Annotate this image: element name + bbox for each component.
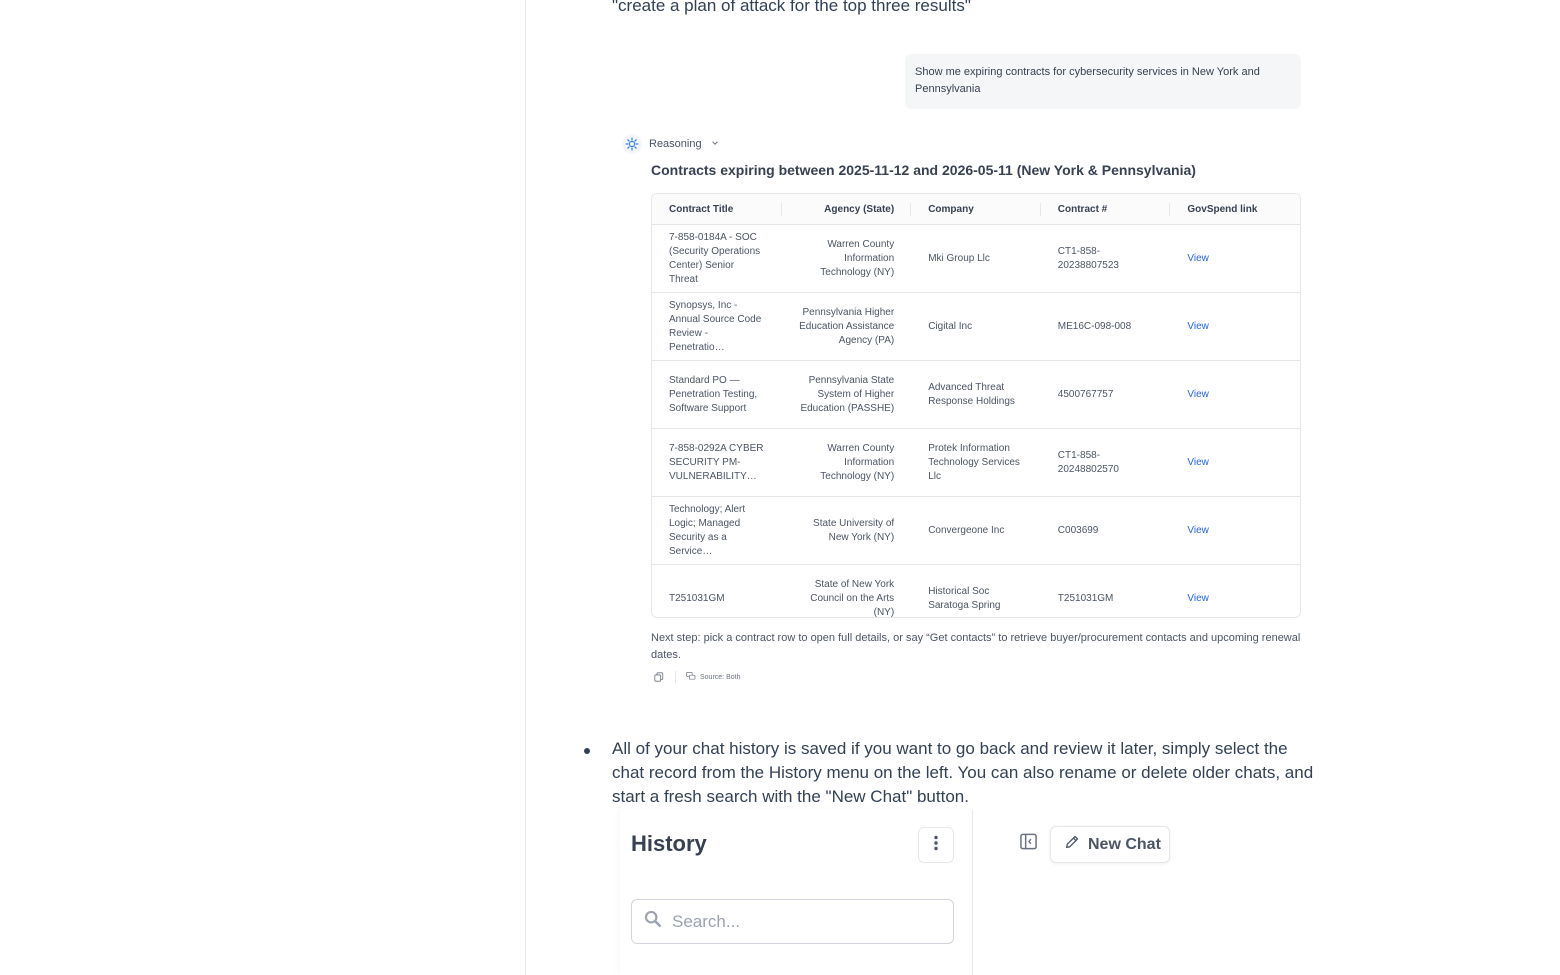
user-message-bubble: Show me expiring contracts for cybersecurity services in New York and Pennsylvania (905, 54, 1301, 109)
reasoning-label: Reasoning (649, 138, 702, 150)
cell-company: Cigital Inc (928, 320, 973, 332)
divider (675, 671, 676, 683)
view-link[interactable]: View (1187, 524, 1209, 536)
next-step-text: Next step: pick a contract row to open full details, or say “Get contacts” to retrieve buyer/procurement contacts and upcoming renewal dates. (651, 632, 1301, 661)
cell-agency: Pennsylvania Higher Education Assistance Agency (PA) (799, 306, 895, 346)
new-chat-label: New Chat (1088, 835, 1161, 853)
cell-contract-number: T251031GM (1057, 593, 1114, 604)
column-header[interactable]: Company (911, 194, 1041, 224)
source-icon (686, 672, 696, 682)
document-content (527, 0, 1560, 975)
cell-company: Mki Group Llc (928, 252, 990, 264)
cell-contract-title: 7-858-0184A - SOC (Security Operations Center) Senior Threat (669, 231, 761, 285)
left-blank-pane (0, 0, 526, 975)
contracts-table (651, 193, 1301, 618)
kebab-menu-icon (934, 835, 938, 856)
message-actions (653, 671, 740, 683)
cell-company: Advanced Threat Response Holdings (928, 381, 1015, 407)
column-header[interactable]: Contract Title (652, 194, 782, 224)
search-placeholder: Search... (672, 911, 741, 931)
cell-contract-title: Synopsys, Inc - Annual Source Code Review - Penetratio… (669, 299, 762, 353)
chevron-down-icon (711, 139, 719, 149)
table-row[interactable] (652, 429, 1300, 497)
bullet-marker (584, 748, 590, 754)
cell-company: Protek Information Technology Services Llc (928, 442, 1020, 482)
copy-icon[interactable] (653, 671, 665, 683)
column-header[interactable]: Contract # (1041, 194, 1171, 224)
bullet-text: All of your chat history is saved if you want to go back and review it later, simply select the chat record from the History menu on the left. You can also rename or delete older chats, and start a fresh search with the "New Chat" button. (612, 739, 1314, 806)
history-search-input[interactable] (631, 899, 954, 944)
history-options-button[interactable] (918, 827, 954, 863)
table-row[interactable] (652, 497, 1300, 565)
table-row[interactable] (652, 293, 1300, 361)
sidebar-toggle-icon (1020, 833, 1037, 855)
table-row[interactable] (652, 225, 1300, 293)
history-title: History (631, 831, 707, 856)
reasoning-toggle[interactable] (622, 134, 719, 154)
cell-contract-number: CT1-858-20248802570 (1057, 449, 1119, 475)
table-row[interactable] (652, 565, 1300, 618)
cell-agency: Warren County Information Technology (NY) (820, 442, 895, 482)
cell-contract-title: 7-858-0292A CYBER SECURITY PM-VULNERABILITY… (669, 442, 764, 482)
cell-contract-title: Technology; Alert Logic; Managed Security as a Service… (669, 503, 746, 557)
cell-contract-title: T251031GM (669, 593, 725, 604)
cell-company: Historical Soc Saratoga Spring (928, 586, 1001, 611)
new-chat-button[interactable] (1050, 826, 1170, 863)
cell-company: Convergeone Inc (928, 524, 1005, 536)
search-icon (644, 910, 662, 933)
source-label: Source: Both (700, 673, 741, 681)
cell-agency: Pennsylvania State System of Higher Education (PASSHE) (800, 374, 895, 414)
table-row[interactable] (652, 361, 1300, 429)
cell-agency: State University of New York (NY) (813, 517, 895, 543)
view-link[interactable]: View (1187, 320, 1209, 332)
pencil-icon (1064, 834, 1080, 855)
view-link[interactable]: View (1187, 593, 1209, 604)
reasoning-gear-icon (622, 134, 642, 154)
result-title: Contracts expiring between 2025-11-12 and 2026-05-11 (New York & Pennsylvania) (651, 162, 1196, 178)
column-header[interactable]: Agency (State) (782, 194, 912, 224)
table-header (652, 194, 1300, 225)
cell-agency: State of New York Council on the Arts (NY) (810, 579, 895, 618)
sidebar-toggle-button[interactable] (1019, 835, 1037, 853)
cell-contract-title: Standard PO — Penetration Testing, Software Support (669, 374, 758, 414)
view-link[interactable]: View (1187, 456, 1209, 468)
column-header[interactable]: GovSpend link (1187, 203, 1258, 215)
source-chip (686, 672, 740, 682)
intro-quote: "create a plan of attack for the top three results" (612, 0, 971, 15)
cell-contract-number: CT1-858-20238807523 (1057, 245, 1119, 271)
cell-agency: Warren County Information Technology (NY) (820, 238, 895, 278)
cell-contract-number: ME16C-098-008 (1057, 320, 1132, 332)
view-link[interactable]: View (1187, 388, 1209, 400)
view-link[interactable]: View (1187, 252, 1209, 264)
cell-contract-number: C003699 (1057, 524, 1099, 536)
history-panel (620, 810, 973, 975)
cell-contract-number: 4500767757 (1057, 388, 1114, 400)
